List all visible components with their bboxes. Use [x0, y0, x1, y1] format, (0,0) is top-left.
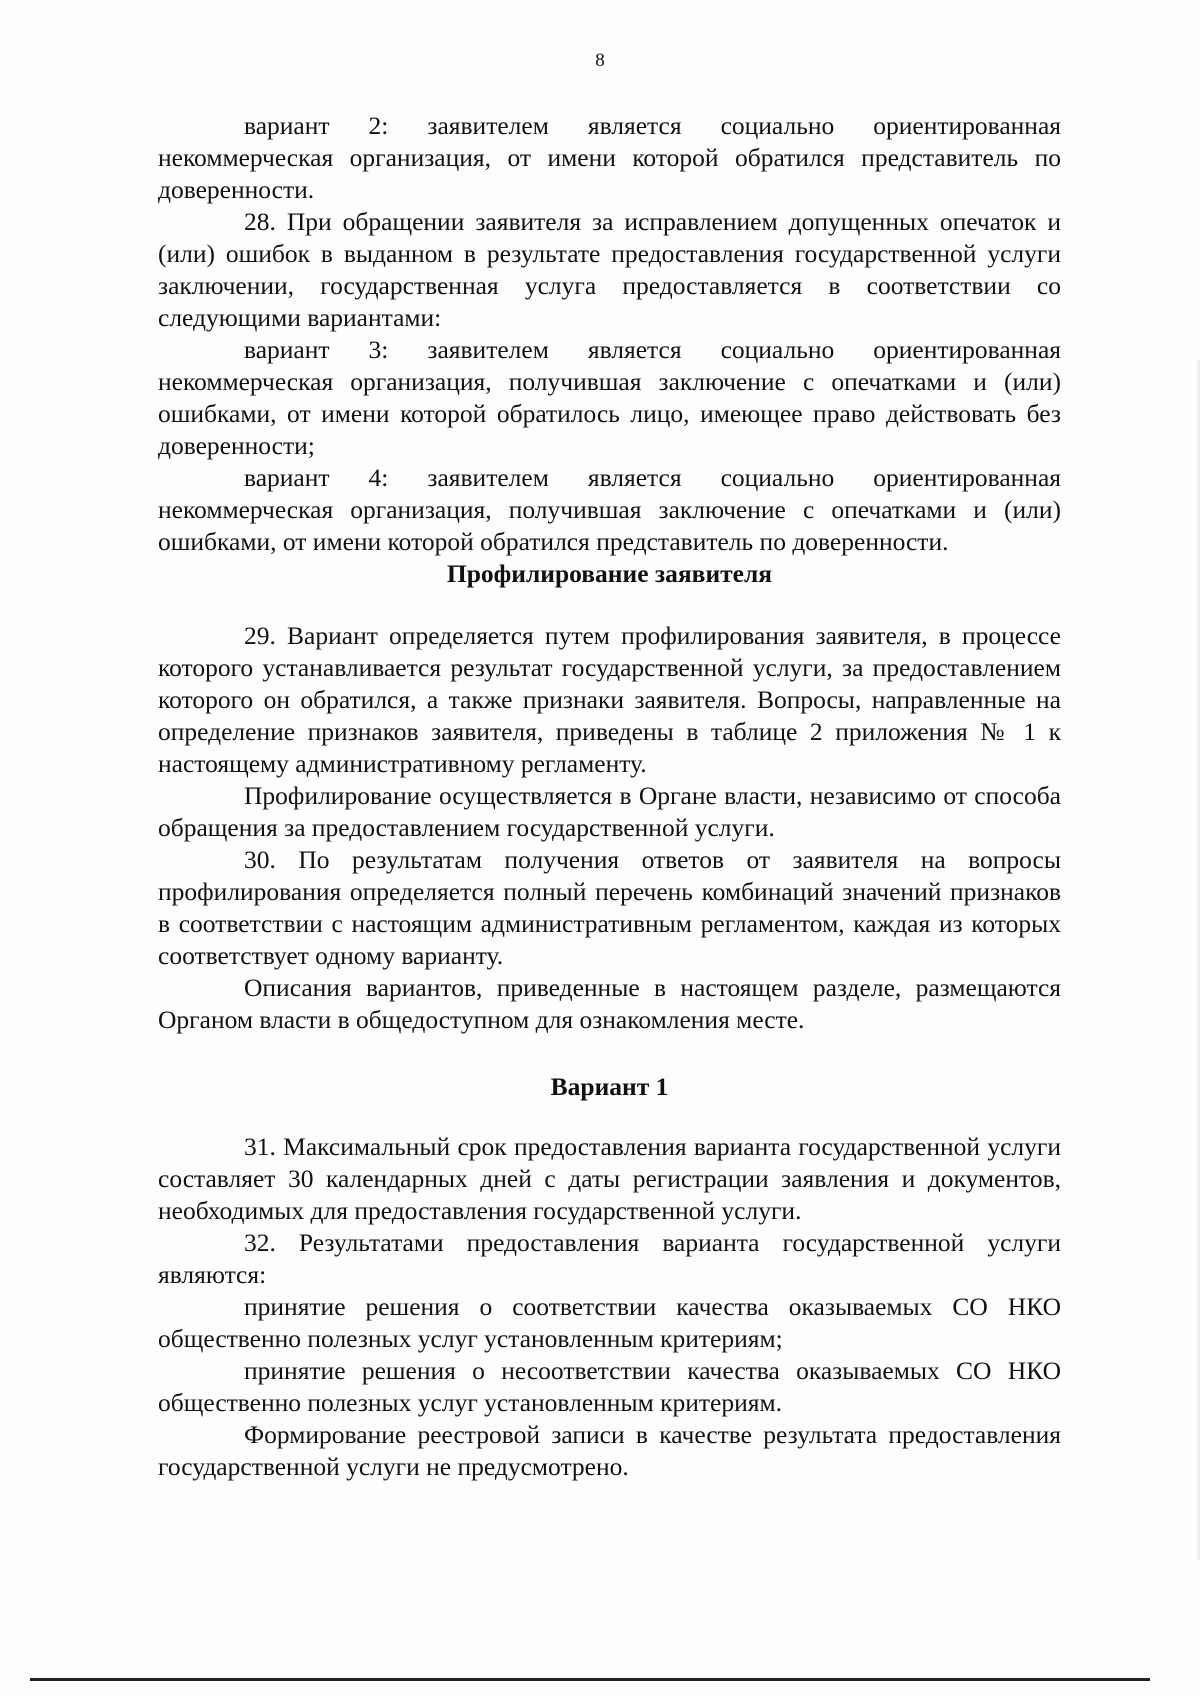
paragraph-variant-3: вариант 3: заявителем является социально ориентированная некоммерческая организация, получившая заключение с опечатками и (или) ошибками, от имени которой обратилось лицо, имеющее право действовать без доверенности;: [158, 335, 1061, 460]
paragraph-result-noncompliance: принятие решения о несоответствии качества оказываемых СО НКО общественно полезных услуг установленным критериям.: [158, 1356, 1061, 1417]
paragraph-32: 32. Результатами предоставления варианта государственной услуги являются:: [158, 1228, 1061, 1289]
paragraph-registry-record: Формирование реестровой записи в качестве результата предоставления государственной услуги не предусмотрено.: [158, 1420, 1061, 1481]
document-body: [158, 110, 1061, 1483]
paragraph-28: 28. При обращении заявителя за исправлением допущенных опечаток и (или) ошибок в выданном в результате предоставления государственной услуги заключении, государственная услуга предоставляется в соответствии со следующими вариантами:: [158, 207, 1061, 332]
scan-bottom-edge-line: [30, 1678, 1150, 1681]
section-heading-profiling: Профилирование заявителя: [446, 559, 773, 588]
scan-edge-shadow: [1196, 360, 1200, 1560]
section-heading-variant-1: Вариант 1: [550, 1072, 669, 1101]
paragraph-variant-descriptions: Описания вариантов, приведенные в настоящем разделе, размещаются Органом власти в общедоступном для ознакомления месте.: [158, 973, 1061, 1034]
paragraph-29: 29. Вариант определяется путем профилирования заявителя, в процессе которого устанавливается результат государственной услуги, за предоставлением которого он обратился, а также признаки заявителя. Вопросы, направленные на определение признаков заявителя, приведены в таблице 2 приложения № 1 к настоящему административному регламенту.: [158, 621, 1061, 778]
paragraph-30: 30. По результатам получения ответов от заявителя на вопросы профилирования определяется полный перечень комбинаций значений признаков в соответствии с настоящим административным регламентом, каждая из которых соответствует одному варианту.: [158, 845, 1061, 970]
paragraph-31: 31. Максимальный срок предоставления варианта государственной услуги составляет 30 календарных дней с даты регистрации заявления и документов, необходимых для предоставления государственной услуги.: [158, 1132, 1061, 1225]
paragraph-variant-2: вариант 2: заявителем является социально ориентированная некоммерческая организация, от имени которой обратился представитель по доверенности.: [158, 111, 1061, 204]
paragraph-result-compliance: принятие решения о соответствии качества оказываемых СО НКО общественно полезных услуг установленным критериям;: [158, 1292, 1061, 1353]
paragraph-profiling-place: Профилирование осуществляется в Органе власти, независимо от способа обращения за предоставлением государственной услуги.: [158, 781, 1061, 842]
page-number: 8: [595, 50, 605, 71]
paragraph-variant-4: вариант 4: заявителем является социально ориентированная некоммерческая организация, получившая заключение с опечатками и (или) ошибками, от имени которой обратился представитель по доверенности.: [158, 463, 1061, 556]
